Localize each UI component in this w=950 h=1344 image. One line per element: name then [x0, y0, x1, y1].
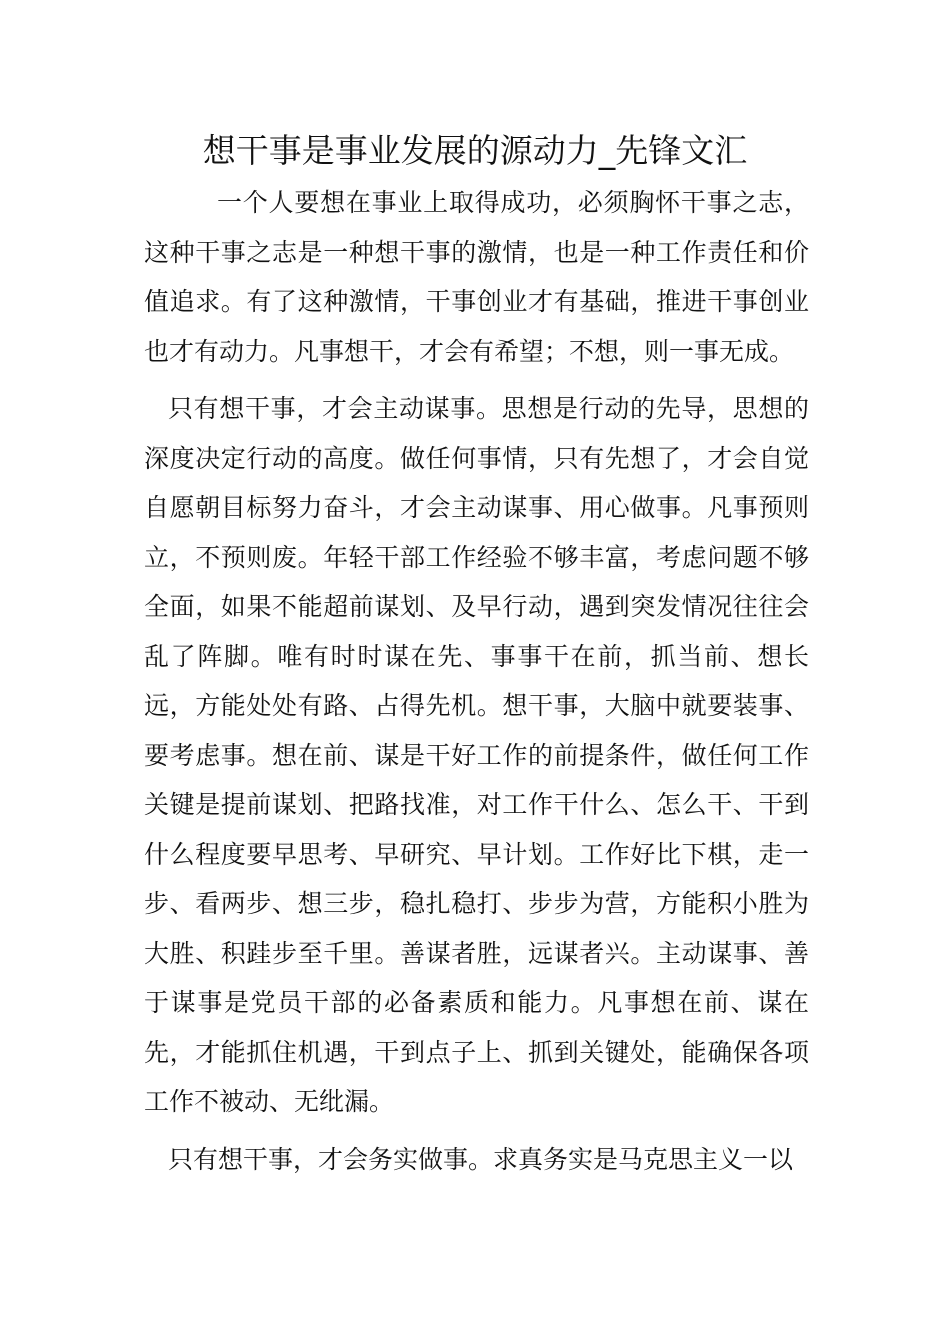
document-body: [144, 178, 809, 1184]
document-title: 想干事是事业发展的源动力_先锋文汇: [202, 131, 748, 170]
paragraph-2: 只有想干事，才会主动谋事。思想是行动的先导，思想的深度决定行动的高度。做任何事情，只有先想了，才会自觉自愿朝目标努力奋斗，才会主动谋事、用心做事。凡事预则立，不预则废。年轻干部工作经验不够丰富，考虑问题不够全面，如果不能超前谋划、及早行动，遇到突发情况往往会乱了阵脚。唯有时时谋在先、事事干在前，抓当前、想长远，方能处处有路、占得先机。想干事，大脑中就要装事、要考虑事。想在前、谋是干好工作的前提条件，做任何工作关键是提前谋划、把路找准，对工作干什么、怎么干、干到什么程度要早思考、早研究、早计划。工作好比下棋，走一步、看两步、想三步，稳扎稳打、步步为营，方能积小胜为大胜、积跬步至千里。善谋者胜，远谋者兴。主动谋事、善于谋事是党员干部的必备素质和能力。凡事想在前、谋在先，才能抓住机遇，干到点子上、抓到关键处，能确保各项工作不被动、无纰漏。: [144, 394, 809, 1116]
paragraph-1: 一个人要想在事业上取得成功，必须胸怀干事之志，这种干事之志是一种想干事的激情，也是一种工作责任和价值追求。有了这种激情，干事创业才有基础，推进干事创业也才有动力。凡事想干，才会有希望；不想，则一事无成。: [144, 188, 809, 366]
paragraph-3: 只有想干事，才会务实做事。求真务实是马克思主义一以: [168, 1144, 794, 1174]
